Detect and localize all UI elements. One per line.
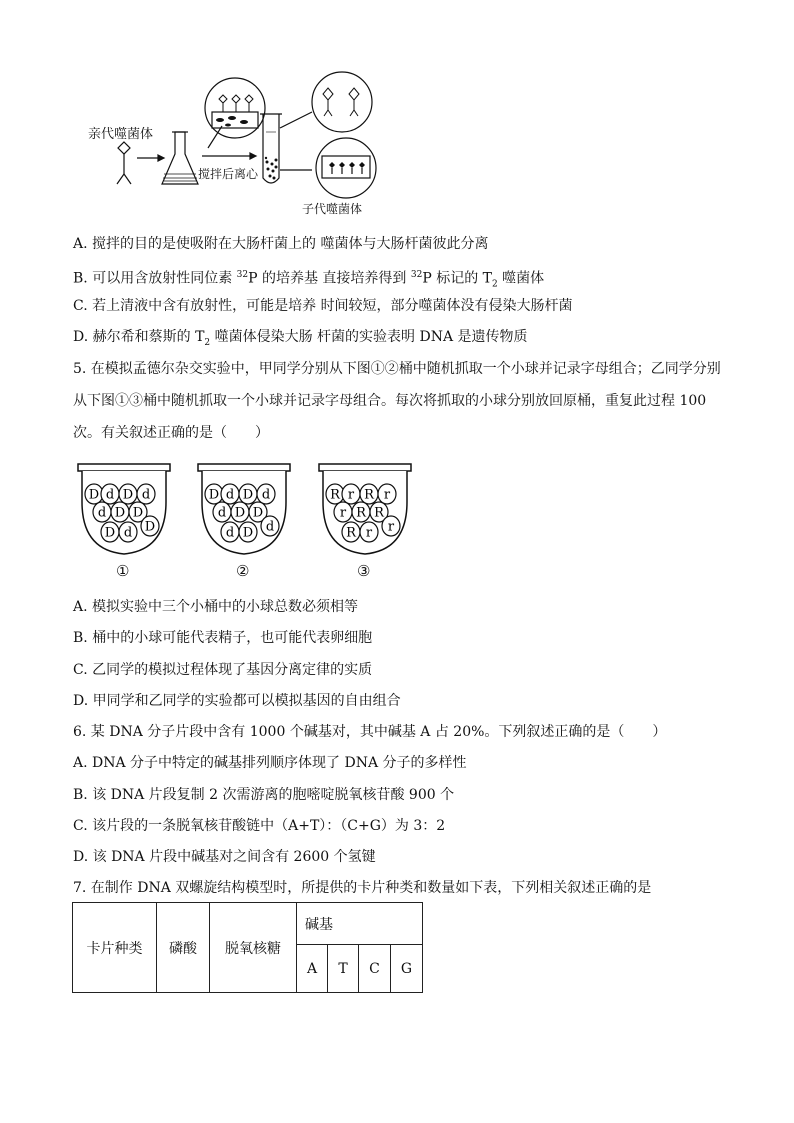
phage-icon xyxy=(117,142,131,184)
col-deoxyribose: 脱氧核糖 xyxy=(210,903,297,993)
ball-letter: D xyxy=(144,519,156,535)
ball-letter: r xyxy=(365,525,373,541)
base-c: C xyxy=(359,945,391,993)
q5-option-a: A. 模拟实验中三个小桶中的小球总数必须相等 xyxy=(73,599,359,615)
phage-diagram xyxy=(80,70,400,220)
ball-letter: R xyxy=(364,487,374,503)
ball-letter: D xyxy=(252,505,264,521)
card-table xyxy=(72,902,423,993)
ball-letter: d xyxy=(141,487,151,503)
q6-option-d: D. 该 DNA 片段中碱基对之间含有 2600 个氢键 xyxy=(73,849,376,865)
q5-stem-line1: 5. 在模拟孟德尔杂交实验中，甲同学分别从下图①②桶中随机抓取一个小球并记录字母组合；乙同学分别 xyxy=(73,361,721,377)
ball-letter: d xyxy=(225,525,235,541)
ball-letter: D xyxy=(234,505,246,521)
ball-letter: d xyxy=(97,505,107,521)
q5-stem-line2: 从下图①③桶中随机抓取一个小球并记录字母组合。每次将抓取的小球分别放回原桶，重复此过程 100 xyxy=(73,393,707,409)
stir-centrifuge-label: 搅拌后离心 xyxy=(198,167,259,181)
ball-letter: d xyxy=(105,487,115,503)
q5-option-c: C. 乙同学的模拟过程体现了基因分离定律的实质 xyxy=(73,662,373,678)
q4-option-a: A. 搅拌的目的是使吸附在大肠杆菌上的 噬菌体与大肠杆菌彼此分离 xyxy=(73,236,489,252)
phage-experiment-figure xyxy=(80,70,400,220)
bucket-label-1: ① xyxy=(116,562,130,580)
col-phosphate: 磷酸 xyxy=(157,903,210,993)
ball-letter: R xyxy=(346,525,356,541)
ball-letter: r xyxy=(339,505,347,521)
parent-phage-label: 亲代噬菌体 xyxy=(88,127,154,142)
ball-letter: D xyxy=(242,487,254,503)
q4-option-c: C. 若上清液中含有放射性，可能是培养 时间较短，部分噬菌体没有侵染大肠杆菌 xyxy=(73,298,573,314)
ball-letter: d xyxy=(225,487,235,503)
q5-option-d: D. 甲同学和乙同学的实验都可以模拟基因的自由组合 xyxy=(73,693,401,709)
ball-letter: D xyxy=(114,505,126,521)
ball-letter: D xyxy=(208,487,220,503)
ball-letter: R xyxy=(374,505,384,521)
q6-option-b: B. 该 DNA 片段复制 2 次需游离的胞嘧啶脱氧核苷酸 900 个 xyxy=(73,787,455,803)
ball-letter: r xyxy=(387,519,395,535)
ball-letter: d xyxy=(217,505,227,521)
q6-option-c: C. 该片段的一条脱氧核苷酸链中（A+T）：（C+G）为 3：2 xyxy=(73,818,446,834)
col-base: 碱基 xyxy=(297,903,423,945)
base-g: G xyxy=(391,945,423,993)
base-a: A xyxy=(297,945,328,993)
bucket-label-2: ② xyxy=(236,562,250,580)
ball-letter: R xyxy=(330,487,340,503)
q7-stem: 7. 在制作 DNA 双螺旋结构模型时，所提供的卡片种类和数量如下表，下列相关叙述正确的是 xyxy=(73,880,652,896)
ball-letter: R xyxy=(356,505,366,521)
q6-option-a: A. DNA 分子中特定的碱基排列顺序体现了 DNA 分子的多样性 xyxy=(73,755,467,771)
ball-letter: d xyxy=(265,519,275,535)
col-card-type: 卡片种类 xyxy=(73,903,157,993)
base-t: T xyxy=(328,945,359,993)
ball-letter: D xyxy=(88,487,100,503)
q5-stem-line3: 次。有关叙述正确的是（ ） xyxy=(73,425,269,441)
offspring-phage-label: 子代噬菌体 xyxy=(302,202,363,216)
ball-letter: D xyxy=(132,505,144,521)
ball-letter: D xyxy=(242,525,254,541)
buckets-figure xyxy=(76,462,421,587)
ball-letter: D xyxy=(104,525,116,541)
bucket-label-3: ③ xyxy=(357,562,371,580)
q6-stem: 6. 某 DNA 分子片段中含有 1000 个碱基对，其中碱基 A 占 20%。下列叙述正确的是（ ） xyxy=(73,724,667,740)
q4-option-b: B. 可以用含放射性同位素 $^{32}$P 的培养基 直接培养得到 $^{32}$P 标记的 $T_2$ 噬菌体 xyxy=(73,270,545,290)
ball-letter: d xyxy=(261,487,271,503)
ball-letter: r xyxy=(383,487,391,503)
ball-letter: D xyxy=(122,487,134,503)
q5-option-b: B. 桶中的小球可能代表精子，也可能代表卵细胞 xyxy=(73,630,373,646)
q4-option-d: D. 赫尔希和蔡斯的 $T_2$ 噬菌体侵染大肠 杆菌的实验表明 DNA 是遗传物质 xyxy=(73,329,528,348)
ball-letter: r xyxy=(347,487,355,503)
ball-letter: d xyxy=(123,525,133,541)
